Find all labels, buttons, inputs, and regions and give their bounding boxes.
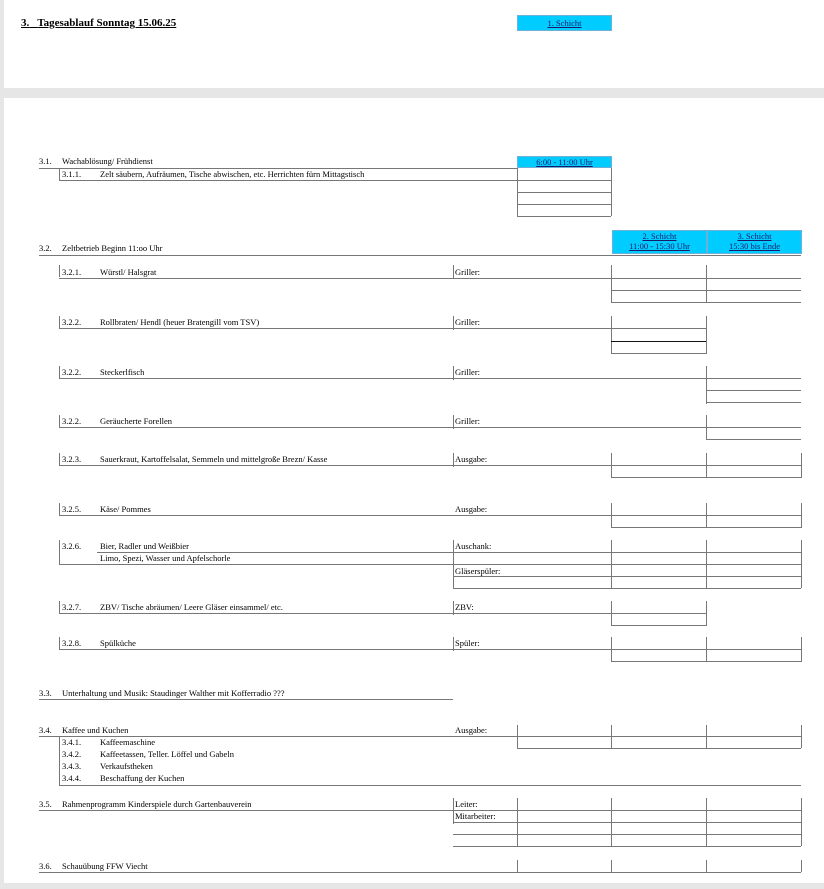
section-3-2-2b-role: Griller: bbox=[455, 367, 481, 377]
table-rule bbox=[59, 503, 60, 515]
table-rule bbox=[59, 649, 801, 650]
section-3-2-5-num: 3.2.5. bbox=[62, 504, 82, 514]
document-page-2 bbox=[4, 98, 824, 883]
section-3-4-3-label: Verkaufstheken bbox=[100, 761, 153, 771]
table-rule bbox=[611, 265, 612, 303]
table-rule bbox=[517, 204, 611, 205]
table-rule bbox=[611, 316, 612, 354]
table-rule bbox=[801, 503, 802, 528]
section-3-2-8-role: Spüler: bbox=[455, 638, 480, 648]
table-rule bbox=[801, 540, 802, 588]
table-rule bbox=[611, 661, 801, 662]
section-3-2-2c-label: Geräucherte Forellen bbox=[100, 416, 172, 426]
section-3-5-num: 3.5. bbox=[39, 799, 52, 809]
table-rule bbox=[706, 415, 707, 440]
section-3-5-label: Rahmenprogramm Kinderspiele durch Gartenbauverein bbox=[62, 799, 252, 809]
table-rule bbox=[59, 736, 60, 785]
table-rule bbox=[517, 748, 801, 749]
table-rule bbox=[59, 316, 60, 328]
table-rule bbox=[39, 255, 801, 256]
table-rule bbox=[611, 798, 612, 846]
table-rule bbox=[706, 402, 801, 403]
section-3-2-5-role: Ausgabe: bbox=[455, 504, 488, 514]
shift3-header-title: 3. Schicht bbox=[737, 231, 772, 241]
section-3-2-2b-label: Steckerlfisch bbox=[100, 367, 145, 377]
section-3-2-num: 3.2. bbox=[39, 243, 52, 253]
table-rule bbox=[801, 798, 802, 846]
table-rule bbox=[39, 810, 801, 811]
table-rule bbox=[59, 453, 60, 465]
table-rule bbox=[706, 439, 801, 440]
table-rule bbox=[59, 328, 706, 329]
table-rule bbox=[611, 527, 801, 528]
table-rule bbox=[706, 860, 707, 872]
table-rule bbox=[517, 798, 518, 846]
table-rule bbox=[611, 625, 706, 626]
section-3-2-3-label: Sauerkraut, Kartoffelsalat, Semmeln und mittelgroße Brezn/ Kasse bbox=[100, 454, 328, 464]
table-rule bbox=[706, 725, 707, 748]
table-rule bbox=[611, 341, 706, 342]
table-rule bbox=[611, 540, 612, 588]
section-3-4-role: Ausgabe: bbox=[455, 725, 488, 735]
table-rule bbox=[611, 290, 801, 291]
section-3-2-7-role: ZBV: bbox=[455, 602, 474, 612]
table-rule bbox=[801, 860, 802, 872]
section-3-2-6-role: Auschank: bbox=[455, 541, 492, 551]
shift3-header bbox=[707, 230, 802, 254]
section-3-4-label: Kaffee und Kuchen bbox=[62, 725, 129, 735]
table-rule bbox=[706, 316, 707, 354]
section-3-3-label: Unterhaltung und Musik: Staudinger Walther mit Kofferradio ??? bbox=[62, 688, 285, 698]
section-3-2-label: Zeltbetrieb Beginn 11:oo Uhr bbox=[62, 243, 163, 253]
page-title bbox=[21, 17, 176, 29]
section-3-4-4-label: Beschaffung der Kuchen bbox=[100, 773, 185, 783]
table-rule bbox=[517, 860, 518, 872]
document-page-1 bbox=[4, 0, 824, 88]
section-3-2-7-num: 3.2.7. bbox=[62, 602, 82, 612]
section-3-2-2b-num: 3.2.2. bbox=[62, 367, 82, 377]
shift2-header-time: 11:00 - 15:30 Uhr bbox=[629, 241, 690, 251]
table-rule bbox=[611, 725, 612, 748]
table-rule bbox=[453, 265, 454, 279]
table-rule bbox=[517, 725, 518, 748]
section-3-2-8-num: 3.2.8. bbox=[62, 638, 82, 648]
shift3-header-time: 15:30 bis Ende bbox=[729, 241, 780, 251]
section-3-4-4-num: 3.4.4. bbox=[62, 773, 82, 783]
table-rule bbox=[706, 798, 707, 846]
section-3-5-role: Leiter: bbox=[455, 799, 478, 809]
shift2-header-title: 2. Schicht bbox=[642, 231, 677, 241]
table-rule bbox=[59, 515, 801, 516]
section-3-2-6-label: Bier, Radler und Weißbier bbox=[100, 541, 189, 551]
table-rule bbox=[453, 834, 801, 835]
section-3-4-1-num: 3.4.1. bbox=[62, 737, 82, 747]
table-rule bbox=[59, 637, 60, 649]
table-rule bbox=[706, 453, 707, 478]
table-rule bbox=[453, 588, 801, 589]
table-rule bbox=[59, 613, 706, 614]
table-rule bbox=[611, 453, 612, 478]
section-3-2-3-num: 3.2.3. bbox=[62, 454, 82, 464]
section-3-2-1-num: 3.2.1. bbox=[62, 267, 82, 277]
table-rule bbox=[611, 353, 706, 354]
title-text: Tagesablauf Sonntag 15.06.25 bbox=[37, 17, 177, 29]
table-rule bbox=[453, 798, 454, 824]
section-3-6-label: Schauübung FFW Viecht bbox=[62, 861, 148, 871]
table-rule bbox=[706, 390, 801, 391]
section-3-1-1-label: Zelt säubern, Aufräumen, Tische abwischen, etc. Herrichten fürn Mittagstisch bbox=[100, 169, 365, 179]
section-3-2-2a-role: Griller: bbox=[455, 317, 481, 327]
table-rule bbox=[59, 180, 517, 181]
section-3-1-1-num: 3.1.1. bbox=[62, 169, 82, 179]
section-3-2-2c-num: 3.2.2. bbox=[62, 416, 82, 426]
section-3-4-num: 3.4. bbox=[39, 725, 52, 735]
table-rule bbox=[517, 216, 611, 217]
table-rule bbox=[517, 192, 611, 193]
section-3-4-3-num: 3.4.3. bbox=[62, 761, 82, 771]
section-3-5-role2: Mitarbeiter: bbox=[455, 811, 496, 821]
section-3-2-5-label: Käse/ Pommes bbox=[100, 504, 151, 514]
section-3-4-2-label: Kaffeetassen, Teller. Löffel und Gabeln bbox=[100, 749, 234, 759]
table-rule bbox=[59, 415, 60, 427]
table-rule bbox=[801, 453, 802, 478]
table-rule bbox=[59, 540, 60, 564]
section-3-6-num: 3.6. bbox=[39, 861, 52, 871]
section-3-3-num: 3.3. bbox=[39, 688, 52, 698]
shift1-header: 1. Schicht bbox=[517, 15, 612, 31]
table-rule bbox=[611, 601, 612, 626]
table-rule bbox=[517, 180, 611, 181]
table-rule bbox=[611, 168, 612, 216]
table-rule bbox=[39, 872, 801, 873]
section-3-4-1-label: Kaffeemaschine bbox=[100, 737, 156, 747]
table-rule bbox=[59, 785, 801, 786]
table-rule bbox=[706, 540, 707, 588]
section-3-4-2-num: 3.4.2. bbox=[62, 749, 82, 759]
section-3-1-num: 3.1. bbox=[39, 156, 52, 166]
section-3-2-2a-num: 3.2.2. bbox=[62, 317, 82, 327]
table-rule bbox=[59, 265, 60, 277]
section-3-1-label: Wachablösung/ Frühdienst bbox=[62, 156, 153, 166]
shift1-time-header: 6:00 - 11:00 Uhr bbox=[517, 156, 612, 168]
table-rule bbox=[801, 637, 802, 662]
table-rule bbox=[59, 427, 801, 428]
shift2-header bbox=[612, 230, 707, 254]
table-rule bbox=[611, 503, 612, 528]
section-3-2-6-num: 3.2.6. bbox=[62, 541, 82, 551]
section-3-2-1-label: Würstl/ Halsgrat bbox=[100, 267, 157, 277]
table-rule bbox=[59, 366, 60, 378]
table-rule bbox=[453, 822, 801, 823]
table-rule bbox=[706, 366, 707, 404]
table-rule bbox=[39, 699, 453, 700]
table-rule bbox=[611, 637, 612, 662]
table-rule bbox=[59, 378, 801, 379]
table-rule bbox=[59, 168, 60, 180]
section-3-2-3-role: Ausgabe: bbox=[455, 454, 488, 464]
table-rule bbox=[611, 477, 801, 478]
section-3-2-6-label2: Limo, Spezi, Wasser und Apfelschorle bbox=[100, 553, 231, 563]
table-rule bbox=[453, 846, 801, 847]
table-rule bbox=[59, 465, 801, 466]
title-number: 3. bbox=[21, 17, 30, 29]
table-rule bbox=[611, 302, 801, 303]
table-rule bbox=[59, 601, 60, 613]
section-3-2-2c-role: Griller: bbox=[455, 416, 481, 426]
table-rule bbox=[59, 278, 801, 279]
table-rule bbox=[453, 576, 801, 577]
table-rule bbox=[706, 503, 707, 528]
table-rule bbox=[706, 265, 707, 303]
table-rule bbox=[611, 860, 612, 872]
section-3-2-8-label: Spülküche bbox=[100, 638, 136, 648]
section-3-2-1-role: Griller: bbox=[455, 267, 481, 277]
section-3-2-6-role2: Gläserspüler: bbox=[455, 566, 501, 576]
table-rule bbox=[706, 601, 707, 626]
table-rule bbox=[59, 564, 801, 565]
table-rule bbox=[706, 637, 707, 662]
section-3-2-7-label: ZBV/ Tische abräumen/ Leere Gläser einsammel/ etc. bbox=[100, 602, 283, 612]
table-rule bbox=[801, 725, 802, 748]
section-3-2-2a-label: Rollbraten/ Hendl (heuer Bratengill vom TSV) bbox=[100, 317, 260, 327]
